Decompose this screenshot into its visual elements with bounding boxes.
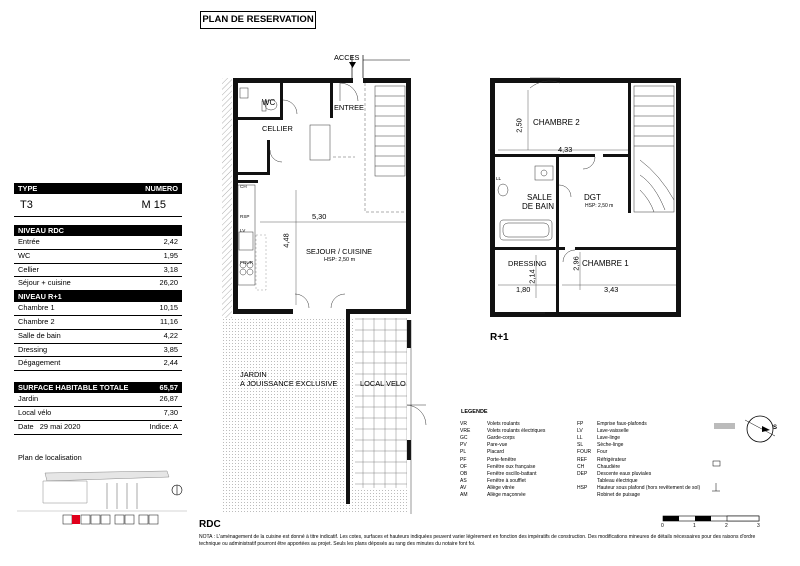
rdc-label: Séjour + cuisine <box>18 278 71 288</box>
legend-code: AV <box>460 484 467 491</box>
r1-value: 3,85 <box>163 344 178 354</box>
legend-code: PF <box>460 456 467 463</box>
legend-text: Garde-corps <box>487 435 515 442</box>
dim-5-30: 5,30 <box>312 212 327 221</box>
legend-code: LL <box>577 435 583 442</box>
numero-header: NUMERO <box>145 184 178 193</box>
total-label: SURFACE HABITABLE TOTALE <box>18 383 129 393</box>
r1-label: Chambre 2 <box>18 316 55 326</box>
extra-value: 26,87 <box>159 394 178 404</box>
room-chambre1: CHAMBRE 1 <box>582 259 629 268</box>
tableau-electrique-icon <box>713 461 720 466</box>
legend-code: SL <box>577 442 584 449</box>
legend-code: PL <box>460 449 467 456</box>
dim-2-50: 2,50 <box>514 118 524 133</box>
dim-2-96: 2,96 <box>571 256 581 271</box>
r1-label: Chambre 1 <box>18 303 55 313</box>
legend-text: Volets roulants <box>487 421 520 427</box>
legend-text: Porte-fenêtre <box>487 456 517 463</box>
rdc-label: WC <box>18 250 31 260</box>
legend-text: Chaudière <box>597 463 621 470</box>
extra-label: Jardin <box>18 394 39 404</box>
legend-text: Four <box>597 449 608 456</box>
legend-code: VRE <box>460 428 471 435</box>
legend-text: Robinet de puisage <box>597 492 641 498</box>
dim-3-43: 3,43 <box>604 285 619 294</box>
legend-code: VR <box>460 421 467 427</box>
extra-label: Local vélo <box>18 407 52 417</box>
r1-label: Dressing <box>18 344 48 354</box>
legend-text: Placard <box>487 449 504 456</box>
rdc-value: 26,20 <box>159 278 178 288</box>
legend-code: GC <box>460 435 468 442</box>
ll-label: LL <box>496 176 502 181</box>
legend-text: Descente eaux pluviales <box>597 470 652 477</box>
legend-code: LV <box>577 428 583 435</box>
sejour-hsp: HSP: 2,50 m <box>324 257 356 263</box>
legend-code: HSP <box>577 484 588 491</box>
dim-4-33: 4,33 <box>558 145 573 154</box>
legend-text: Hauteur sous plafond (hors revêtement de sol) <box>597 484 701 491</box>
type-header: TYPE <box>18 184 38 193</box>
legend-code: DEP <box>577 470 588 477</box>
legend-text: Lave-vaisselle <box>597 428 629 435</box>
legend-text: Tableau électrique <box>597 477 638 484</box>
r1-label: R+1 <box>490 332 509 343</box>
legend-text: Fenêtre oscillo-battant <box>487 470 537 477</box>
scale-1: 1 <box>693 523 696 529</box>
legend-text: Allège vitrée <box>487 484 515 491</box>
r1-label: Salle de bain <box>18 330 61 340</box>
legend-code: CH <box>577 463 585 470</box>
room-dressing: DRESSING <box>508 259 547 268</box>
local-velo-label: LOCAL VELO <box>360 379 406 388</box>
legend-text: Sèche-linge <box>597 442 624 449</box>
rdc-label: RDC <box>199 519 221 530</box>
room-salle-de-bain: DE BAIN <box>522 202 555 211</box>
fp-swatch <box>714 423 735 429</box>
room-entree: ENTREE <box>334 103 364 112</box>
jardin-exclusive-label: A JOUISSANCE EXCLUSIVE <box>240 379 338 388</box>
dim-2-14: 2,14 <box>527 269 537 284</box>
room-sejour: SEJOUR / CUISINE <box>306 247 373 256</box>
ch-label: CH <box>240 184 247 189</box>
legend-text: Réfrigérateur <box>597 456 627 463</box>
extra-value: 7,30 <box>163 407 178 417</box>
room-cellier: CELLIER <box>262 124 293 133</box>
compass-letter: S <box>773 425 778 431</box>
rdc-value: 3,18 <box>163 264 178 274</box>
nota-text: NOTA : L'aménagement de la cuisine est donné à titre indicatif. Les cotes, surfaces et hauteurs indiquées peuvent varier légèrement en fonction des impératifs de construction. Des modifications mineures de détails nécessaires pour des raisons d'ordre technique ou administratif pourront être apportées au projet. Seuls les plans déposés au rang des minutes du notaire font foi. <box>199 534 756 547</box>
room-salle: SALLE <box>527 193 552 202</box>
legend-code: AM <box>460 492 468 498</box>
total-value: 65,57 <box>159 383 178 393</box>
date-value: 29 mai 2020 <box>39 421 81 431</box>
rdc-header: NIVEAU RDC <box>14 225 182 236</box>
legend-text: Volets roulants électriques <box>487 428 546 435</box>
four-label: FOUR <box>240 260 254 265</box>
legend-code: OF <box>460 463 467 470</box>
date-label: Date <box>18 421 34 431</box>
legend-code: AS <box>460 477 467 484</box>
legend-code: PV <box>460 442 467 449</box>
room-chambre2: CHAMBRE 2 <box>533 118 580 127</box>
indice: Indice: A <box>149 421 178 431</box>
dim-4-48: 4,48 <box>281 233 291 248</box>
legend-title: LEGENDE <box>461 409 488 415</box>
r1-label: Dégagement <box>18 358 61 368</box>
legend-text: Lave-linge <box>597 435 621 442</box>
rdc-value: 1,95 <box>163 250 178 260</box>
legend-code: FOUR <box>577 449 592 456</box>
room-wc: WC <box>262 98 276 107</box>
page-title: PLAN DE RESERVATION <box>200 11 316 29</box>
acces-label: ACCES <box>334 53 360 62</box>
rdc-value: 2,42 <box>163 237 178 246</box>
dim-1-80: 1,80 <box>516 285 531 294</box>
dgt-hsp: HSP: 2,50 m <box>585 203 614 209</box>
compass-icon <box>745 416 778 442</box>
legend-text: Fenêtre oux française <box>487 463 536 470</box>
r1-header: NIVEAU R+1 <box>14 291 182 302</box>
r1-value: 2,44 <box>163 358 178 368</box>
rsp-label: RSP <box>240 214 250 219</box>
legend-code: REF <box>577 456 587 463</box>
scale-3: 3 <box>757 523 760 529</box>
r1-value: 4,22 <box>163 330 178 340</box>
lv-label: LV <box>240 228 246 233</box>
rdc-label: Cellier <box>18 264 39 274</box>
numero-value: M 15 <box>141 199 166 211</box>
jardin-label: JARDIN <box>240 370 267 379</box>
location-label: Plan de localisation <box>18 453 82 462</box>
legend-text: Fenêtre à soufflet <box>487 477 526 484</box>
legend-code: FP <box>577 421 584 427</box>
r1-value: 11,16 <box>160 316 178 326</box>
room-dgt: DGT <box>584 193 601 202</box>
type-value: T3 <box>20 199 33 211</box>
rdc-plan <box>222 55 426 514</box>
scale-bar <box>663 516 759 521</box>
scale-2: 2 <box>725 523 728 529</box>
legend-text: Emprise faux-plafonds <box>597 421 647 427</box>
legend-text: Pare-vue <box>487 442 508 449</box>
r1-value: 10,15 <box>159 303 178 313</box>
legend-text: Allège maçonnée <box>487 492 526 498</box>
legend-code: OB <box>460 470 468 477</box>
scale-0: 0 <box>661 523 664 529</box>
rdc-label: Entrée <box>18 237 40 246</box>
